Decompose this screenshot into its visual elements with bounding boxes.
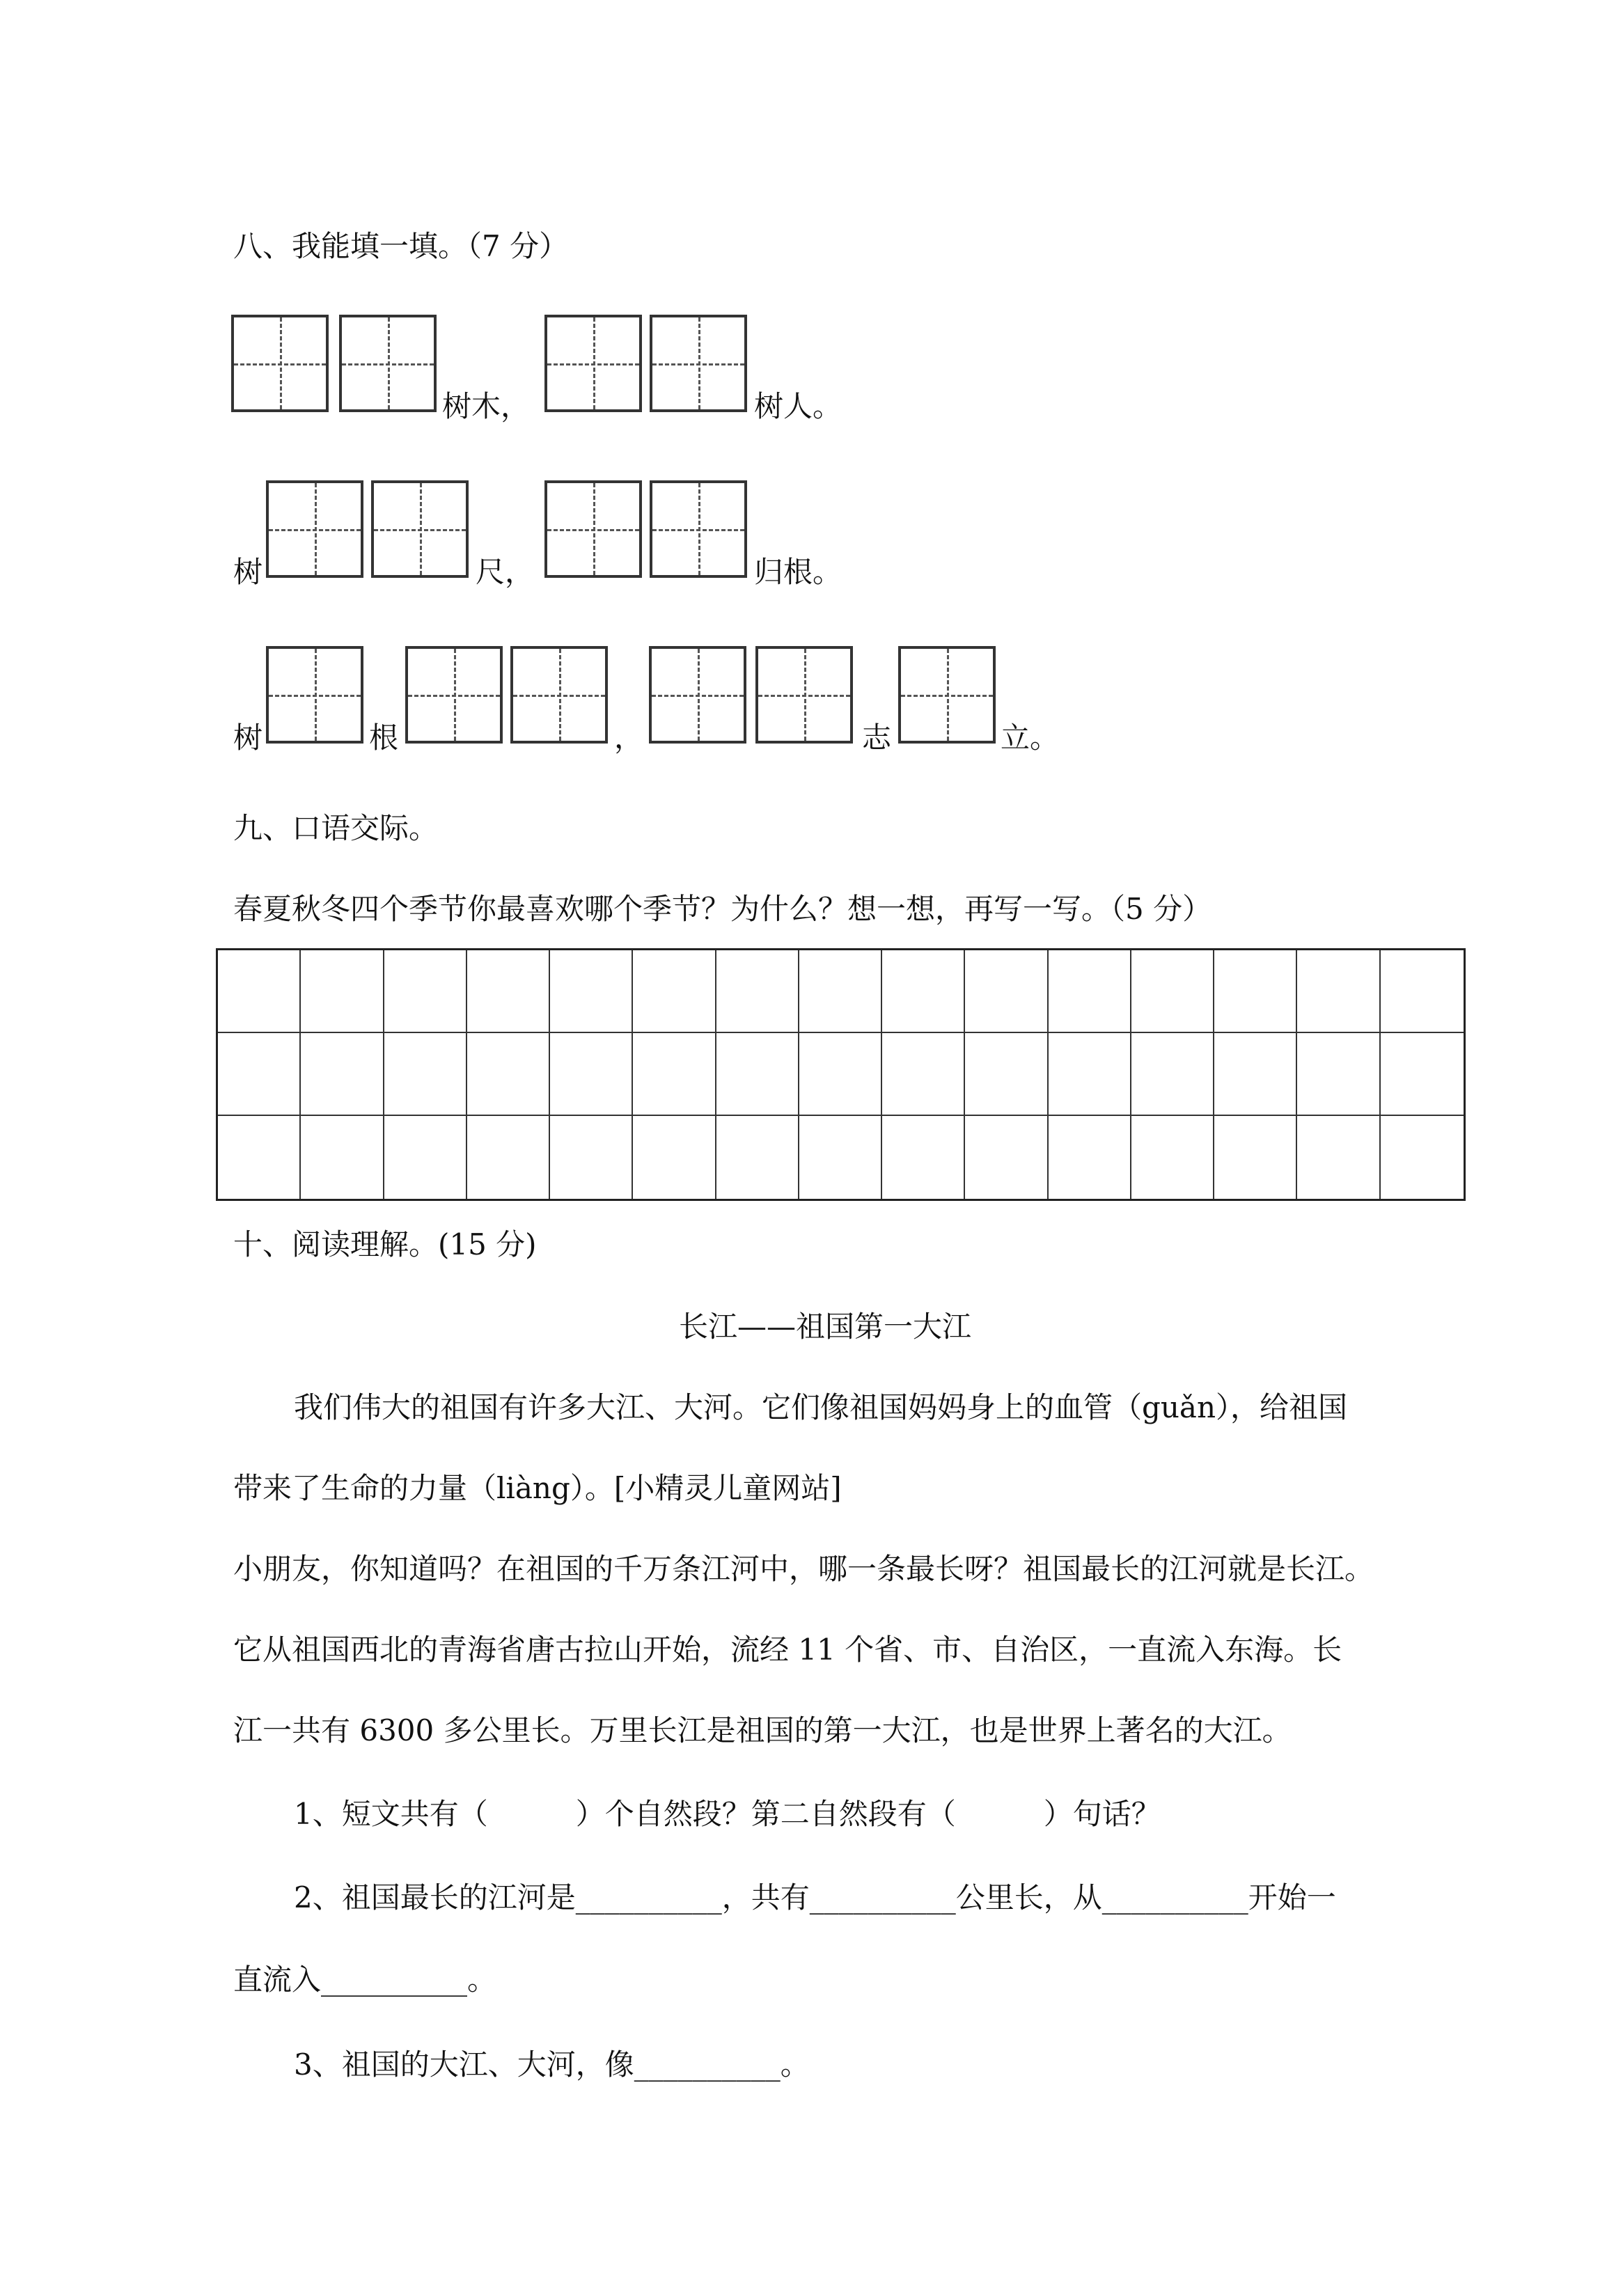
section-8-title: 八、我能填一填。（7 分）: [233, 229, 569, 263]
row1-text-b: 树人。: [754, 389, 842, 423]
grid-cell[interactable]: [1049, 1116, 1131, 1199]
question-2-line-2: 直流入__________。: [233, 1963, 497, 1997]
grid-cell[interactable]: [1214, 1033, 1297, 1116]
grid-cell[interactable]: [965, 1116, 1048, 1199]
grid-cell[interactable]: [1381, 1033, 1464, 1116]
row3-text-e: 立。: [1001, 721, 1060, 755]
row3-text-c: ，: [614, 721, 644, 755]
row2-text-a: 树: [233, 555, 263, 589]
row2-text-c: 归根。: [754, 555, 842, 589]
grid-cell[interactable]: [799, 950, 882, 1033]
grid-cell[interactable]: [384, 1116, 467, 1199]
grid-cell[interactable]: [1381, 950, 1464, 1033]
grid-cell[interactable]: [1297, 1033, 1380, 1116]
row1-text-a: 树木，: [442, 389, 531, 423]
question-1: 1、短文共有（ ）个自然段？第二自然段有（ ）句话？: [294, 1797, 1161, 1831]
grid-cell[interactable]: [550, 1116, 633, 1199]
grid-cell[interactable]: [384, 1033, 467, 1116]
tian-box[interactable]: [371, 480, 469, 578]
tian-box[interactable]: [266, 646, 363, 744]
row3-text-d: 志: [862, 721, 892, 755]
question-2-line-1: 2、祖国最长的江河是__________，共有__________公里长，从__________开始一: [294, 1880, 1336, 1914]
tian-box[interactable]: [649, 646, 746, 744]
grid-cell[interactable]: [550, 950, 633, 1033]
tian-box[interactable]: [510, 646, 608, 744]
grid-cell[interactable]: [384, 950, 467, 1033]
grid-cell[interactable]: [467, 1116, 550, 1199]
article-title: 长江——祖国第一大江: [679, 1310, 972, 1344]
paragraph-2-line-2: 它从祖国西北的青海省唐古拉山开始，流经 11 个省、市、自治区，一直流入东海。长: [233, 1633, 1342, 1667]
grid-cell[interactable]: [1381, 1116, 1464, 1199]
tian-box[interactable]: [650, 480, 747, 578]
grid-cell[interactable]: [301, 1033, 384, 1116]
grid-cell[interactable]: [301, 1116, 384, 1199]
grid-cell[interactable]: [882, 1033, 965, 1116]
grid-cell[interactable]: [965, 950, 1048, 1033]
grid-cell[interactable]: [716, 1116, 799, 1199]
tian-box[interactable]: [898, 646, 996, 744]
tian-box[interactable]: [405, 646, 503, 744]
paragraph-1-line-2: 带来了生命的力量（liàng）。[小精灵儿童网站]: [233, 1471, 842, 1505]
row2-text-b: 尺，: [476, 555, 535, 589]
grid-cell[interactable]: [633, 1033, 716, 1116]
tian-box[interactable]: [339, 315, 437, 412]
grid-cell[interactable]: [550, 1033, 633, 1116]
grid-cell[interactable]: [716, 950, 799, 1033]
grid-cell[interactable]: [301, 950, 384, 1033]
grid-cell[interactable]: [1131, 950, 1214, 1033]
row3-text-a: 树: [233, 721, 263, 755]
grid-cell[interactable]: [882, 1116, 965, 1199]
grid-cell[interactable]: [1049, 950, 1131, 1033]
grid-cell[interactable]: [1297, 1116, 1380, 1199]
grid-cell[interactable]: [1131, 1116, 1214, 1199]
paragraph-1-line-1: 我们伟大的祖国有许多大江、大河。它们像祖国妈妈身上的血管（guǎn），给祖国: [294, 1390, 1348, 1424]
grid-cell[interactable]: [1131, 1033, 1214, 1116]
grid-cell[interactable]: [467, 950, 550, 1033]
grid-cell[interactable]: [633, 1116, 716, 1199]
grid-cell[interactable]: [467, 1033, 550, 1116]
paragraph-2-line-1: 小朋友，你知道吗？在祖国的千万条江河中，哪一条最长呀？祖国最长的江河就是长江。: [233, 1552, 1374, 1586]
grid-cell[interactable]: [1214, 950, 1297, 1033]
tian-box[interactable]: [544, 480, 642, 578]
tian-box[interactable]: [755, 646, 853, 744]
tian-box[interactable]: [544, 315, 642, 412]
grid-cell[interactable]: [965, 1033, 1048, 1116]
grid-cell[interactable]: [1297, 950, 1380, 1033]
tian-box[interactable]: [266, 480, 363, 578]
grid-cell[interactable]: [799, 1116, 882, 1199]
grid-cell[interactable]: [882, 950, 965, 1033]
grid-cell[interactable]: [218, 950, 301, 1033]
grid-cell[interactable]: [1049, 1033, 1131, 1116]
question-3: 3、祖国的大江、大河，像__________。: [294, 2047, 810, 2082]
grid-cell[interactable]: [1214, 1116, 1297, 1199]
grid-cell[interactable]: [218, 1033, 301, 1116]
paragraph-2-line-3: 江一共有 6300 多公里长。万里长江是祖国的第一大江，也是世界上著名的大江。: [233, 1713, 1292, 1747]
grid-cell[interactable]: [799, 1033, 882, 1116]
section-9-title: 九、口语交际。: [233, 811, 439, 845]
section-10-title: 十、阅读理解。(15 分): [233, 1227, 537, 1261]
tian-box[interactable]: [650, 315, 747, 412]
grid-cell[interactable]: [633, 950, 716, 1033]
grid-cell[interactable]: [218, 1116, 301, 1199]
grid-cell[interactable]: [716, 1033, 799, 1116]
row3-text-b: 根: [369, 721, 399, 755]
section-9-prompt: 春夏秋冬四个季节你最喜欢哪个季节？为什么？想一想，再写一写。（5 分）: [233, 892, 1212, 926]
writing-grid[interactable]: [216, 948, 1466, 1201]
tian-box[interactable]: [231, 315, 329, 412]
